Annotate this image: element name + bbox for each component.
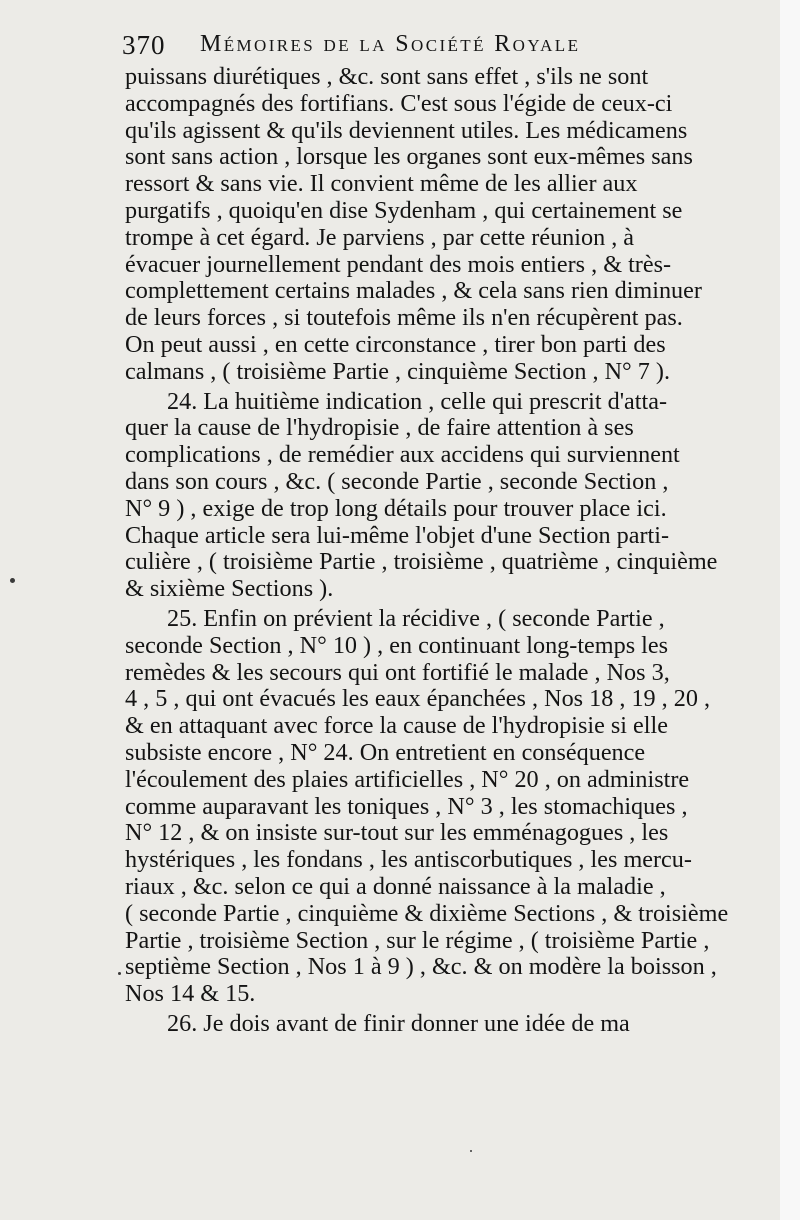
running-head: Mémoires de la Société Royale	[200, 31, 581, 57]
text-line: septième Section , Nos 1 à 9 ) , &c. & on modère la boisson ,	[125, 954, 717, 981]
text-line: subsiste encore , N° 24. On entretient en conséquence	[125, 739, 646, 766]
text-line: complications , de remédier aux accidens qui surviennent	[125, 442, 680, 469]
scan-margin	[780, 0, 800, 1220]
text-line: calmans , ( troisième Partie , cinquième Section , N° 7 ).	[125, 358, 671, 385]
text-line: purgatifs , quoiqu'en dise Sydenham , qui certainement se	[125, 197, 683, 224]
text-line: Nos 14 & 15.	[125, 981, 256, 1008]
text-line: & sixième Sections ).	[125, 576, 334, 603]
text-line: seconde Section , N° 10 ) , en continuant long-temps les	[125, 632, 669, 659]
text-line: dans son cours , &c. ( seconde Partie , seconde Section ,	[125, 468, 669, 495]
text-line: ( seconde Partie , cinquième & dixième Sections , & troisième	[125, 900, 729, 927]
text-line: trompe à cet égard. Je parviens , par cette réunion , à	[125, 224, 635, 251]
text-line: ressort & sans vie. Il convient même de les allier aux	[125, 171, 638, 198]
paragraph-25-start: 25. Enfin on prévient la récidive , ( seconde Partie ,	[167, 605, 665, 632]
text-line: culière , ( troisième Partie , troisième , quatrième , cinquième	[125, 549, 718, 576]
text-line: qu'ils agissent & qu'ils deviennent utiles. Les médicamens	[125, 117, 688, 144]
text-line: complettement certains malades , & cela sans rien diminuer	[125, 278, 702, 305]
page-number: 370	[122, 30, 166, 60]
ink-speck	[10, 578, 15, 583]
text-line: puissans diurétiques , &c. sont sans effet , s'ils ne sont	[125, 64, 649, 90]
text-line: évacuer journellement pendant des mois entiers , & très-	[125, 251, 672, 278]
ink-speck	[470, 1150, 472, 1152]
text-line: quer la cause de l'hydropisie , de faire attention à ses	[125, 415, 634, 442]
text-line: accompagnés des fortifians. C'est sous l'égide de ceux-ci	[125, 90, 673, 117]
text-line: l'écoulement des plaies artificielles , N° 20 , on administre	[125, 766, 690, 793]
text-line: de leurs forces , si toutefois même ils n'en récupèrent pas.	[125, 305, 683, 332]
text-line: & en attaquant avec force la cause de l'hydropisie si elle	[125, 713, 668, 740]
paragraph-26-start: 26. Je dois avant de finir donner une idée de ma	[167, 1010, 630, 1037]
text-line: remèdes & les secours qui ont fortifié le malade , Nos 3,	[125, 659, 670, 686]
text-line: comme auparavant les toniques , N° 3 , les stomachiques ,	[125, 793, 688, 820]
paragraph-24-start: 24. La huitième indication , celle qui prescrit d'atta-	[167, 388, 668, 415]
text-line: riaux , &c. selon ce qui a donné naissance à la maladie ,	[125, 873, 666, 900]
text-line: Chaque article sera lui-même l'objet d'une Section parti-	[125, 522, 670, 549]
text-line: Partie , troisième Section , sur le régime , ( troisième Partie ,	[125, 927, 710, 954]
text-line: hystériques , les fondans , les antiscorbutiques , les mercu-	[125, 847, 692, 874]
ink-speck	[118, 972, 121, 975]
text-line: On peut aussi , en cette circonstance , tirer bon parti des	[125, 331, 666, 358]
text-line: N° 9 ) , exige de trop long détails pour trouver place ici.	[125, 495, 667, 522]
text-line: 4 , 5 , qui ont évacués les eaux épanchées , Nos 18 , 19 , 20 ,	[125, 686, 711, 713]
text-line: sont sans action , lorsque les organes sont eux-mêmes sans	[125, 144, 693, 171]
text-line: N° 12 , & on insiste sur-tout sur les emménagogues , les	[125, 820, 669, 847]
body-text	[125, 64, 770, 1038]
